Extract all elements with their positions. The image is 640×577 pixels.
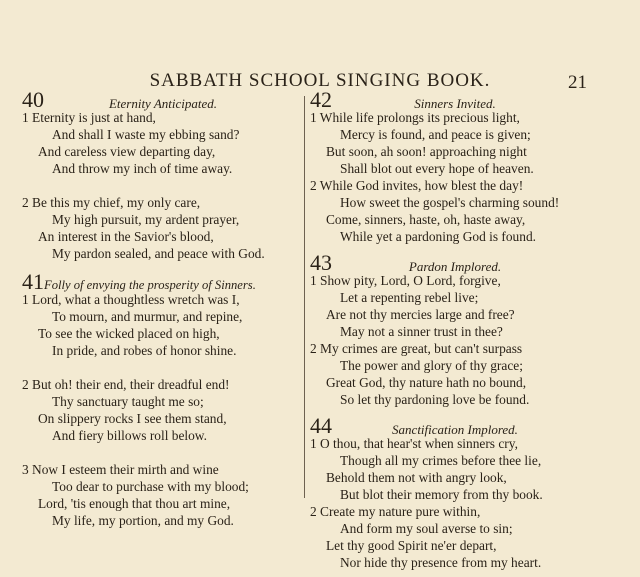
- verse-line: Nor hide thy presence from my heart.: [340, 555, 542, 570]
- verse-line: 2 Create my nature pure within,: [310, 504, 481, 519]
- verse-line: 2 While God invites, how blest the day!: [310, 178, 524, 193]
- verse-line: 2 My crimes are great, but can't surpass: [310, 341, 523, 356]
- stanza: [22, 109, 304, 177]
- hymn-heading: [22, 269, 304, 294]
- hymn-title: Pardon Implored.: [408, 259, 502, 274]
- verse-line: Though all my crimes before thee lie,: [340, 453, 542, 468]
- verse-line: 1 Show pity, Lord, O Lord, forgive,: [310, 273, 501, 288]
- verse-line: And fiery billows roll below.: [52, 428, 207, 443]
- hymn-number: 41: [22, 269, 44, 294]
- stanza: [310, 177, 600, 245]
- stanza: [310, 435, 600, 503]
- verse-line: 1 Lord, what a thoughtless wretch was I,: [22, 292, 240, 307]
- hymn-44: [310, 414, 600, 571]
- verse-line: So let thy pardoning love be found.: [340, 392, 530, 407]
- verse-line: And throw my inch of time away.: [52, 161, 233, 176]
- verse-line: May not a sinner trust in thee?: [340, 324, 503, 339]
- running-header: SABBATH SCHOOL SINGING BOOK.: [149, 70, 491, 91]
- verse-line: 2 Be this my chief, my only care,: [22, 195, 201, 210]
- verse-line: And careless view departing day,: [38, 144, 216, 159]
- verse-line: Great God, thy nature hath no bound,: [326, 375, 527, 390]
- hymn-43: [310, 251, 600, 408]
- verse-line: My pardon sealed, and peace with God.: [52, 246, 265, 261]
- verse-line: And shall I waste my ebbing sand?: [52, 127, 240, 142]
- verse-line: But soon, ah soon! approaching night: [326, 144, 527, 159]
- page-number: 21: [568, 72, 587, 93]
- stanza: [310, 109, 600, 177]
- verse-line: 2 But oh! their end, their dreadful end!: [22, 377, 230, 392]
- hymn-number: 44: [310, 413, 332, 438]
- verse-line: My life, my portion, and my God.: [52, 513, 234, 528]
- hymn-heading: [22, 87, 304, 112]
- verse-line: How sweet the gospel's charming sound!: [340, 195, 560, 210]
- verse-line: Are not thy mercies large and free?: [326, 307, 515, 322]
- verse-line: Lord, 'tis enough that thou art mine,: [38, 496, 231, 511]
- verse-line: And form my soul averse to sin;: [340, 521, 513, 536]
- verse-line: But blot their memory from thy book.: [340, 487, 543, 502]
- verse-line: Come, sinners, haste, oh, haste away,: [326, 212, 526, 227]
- hymn-heading: [310, 413, 600, 438]
- stanza: [22, 461, 304, 529]
- verse-line: An interest in the Savior's blood,: [38, 229, 214, 244]
- verse-line: Mercy is found, and peace is given;: [340, 127, 531, 142]
- hymn-number: 43: [310, 250, 332, 275]
- hymn-number: 40: [22, 87, 44, 112]
- verse-line: Let a repenting rebel live;: [340, 290, 479, 305]
- left-column: [22, 88, 304, 535]
- verse-line: The power and glory of thy grace;: [340, 358, 523, 373]
- stanza: [310, 272, 600, 340]
- verse-line: Shall blot out every hope of heaven.: [340, 161, 534, 176]
- verse-line: To mourn, and murmur, and repine,: [52, 309, 243, 324]
- verse-line: Too dear to purchase with my blood;: [52, 479, 249, 494]
- hymn-title: Folly of envying the prosperity of Sinners.: [44, 278, 256, 292]
- verse-line: 1 While life prolongs its precious light,: [310, 110, 520, 125]
- verse-line: Thy sanctuary taught me so;: [52, 394, 204, 409]
- verse-line: 1 Eternity is just at hand,: [22, 110, 156, 125]
- verse-line: To see the wicked placed on high,: [38, 326, 220, 341]
- verse-line: Let thy good Spirit ne'er depart,: [326, 538, 497, 553]
- verse-line: 1 O thou, that hear'st when sinners cry,: [310, 436, 518, 451]
- verse-line: On slippery rocks I see them stand,: [38, 411, 227, 426]
- hymn-42: [310, 88, 600, 245]
- verse-line: While yet a pardoning God is found.: [340, 229, 536, 244]
- stanza: [310, 503, 600, 571]
- verse-line: My high pursuit, my ardent prayer,: [52, 212, 240, 227]
- hymn-title: Sanctification Implored.: [392, 422, 518, 437]
- verse-line: In pride, and robes of honor shine.: [52, 343, 237, 358]
- right-column: [310, 88, 600, 577]
- hymn-40: [22, 88, 304, 262]
- stanza: [22, 376, 304, 444]
- stanza: [310, 340, 600, 408]
- hymn-heading: [310, 87, 600, 112]
- hymn-41: [22, 270, 304, 529]
- hymn-title: Eternity Anticipated.: [108, 96, 218, 111]
- stanza: [22, 194, 304, 262]
- hymn-title: Sinners Invited.: [414, 96, 496, 111]
- stanza: [22, 291, 304, 359]
- column-divider: [304, 96, 305, 498]
- verse-line: 3 Now I esteem their mirth and wine: [22, 462, 219, 477]
- hymn-number: 42: [310, 87, 332, 112]
- hymn-heading: [310, 250, 600, 275]
- verse-line: Behold them not with angry look,: [326, 470, 507, 485]
